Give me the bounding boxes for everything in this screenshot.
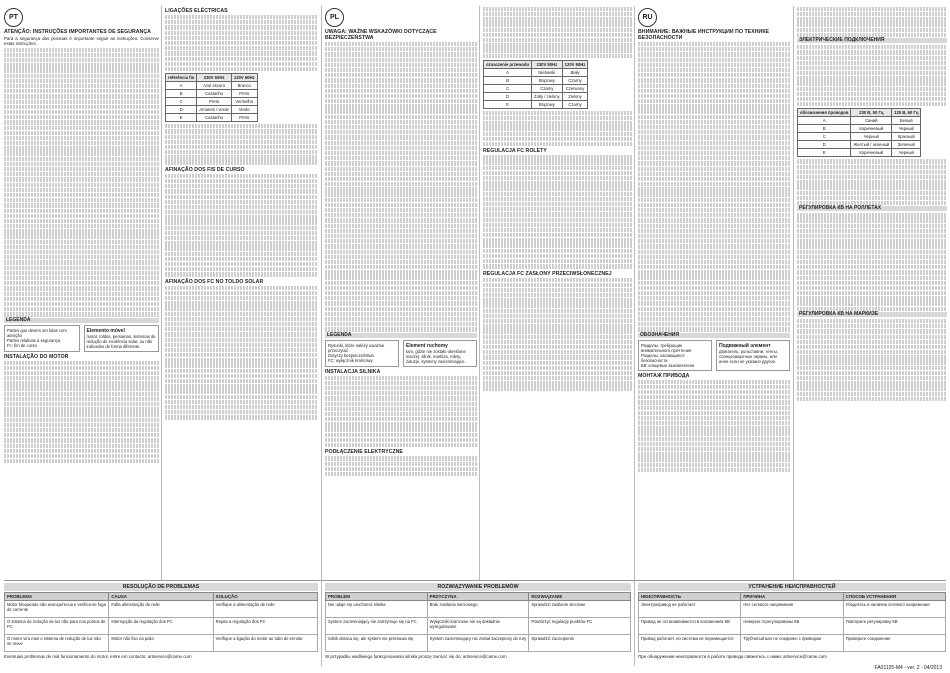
ru-limit-text — [797, 213, 947, 311]
pl-trouble-footer: W przypadku wadliwego funkcjonowania silnika proszę zwrócić się do: artservice@came.com — [325, 654, 507, 659]
table-cell: Castanho — [197, 114, 232, 122]
ru-troubleshooting — [638, 583, 946, 663]
table-row — [798, 133, 921, 141]
ru-awning-title: РЕГУЛИРОВКА КВ НА МАРКИЗЕ — [797, 312, 947, 317]
table-cell: Branco — [231, 82, 257, 90]
pt-legend-item: Partes que devem ser lidas com atenção — [7, 327, 67, 338]
table-cell: D — [484, 92, 532, 100]
ru-column-2 — [797, 6, 947, 576]
pt-safety-intro: Para a segurança das pessoas é importante seguir as instruções. Conserve estas instruções. — [4, 36, 159, 47]
pt-wire-table — [165, 73, 258, 122]
pl-column-2 — [483, 6, 632, 576]
table-header: PROBLEM — [326, 593, 428, 601]
pl-legend-title: LEGENDA — [325, 333, 477, 338]
table-cell: Motor não fixo na polia — [109, 635, 213, 652]
lang-badge-ru: RU — [638, 8, 657, 27]
pt-elemento-text: motor, toldos, persianas, sistemas de redução de incidência solar, ou não indicados de forma diferente. — [86, 333, 156, 349]
pt-limit-title: AFINAÇÃO DOS FIS DE CURSO — [165, 166, 245, 173]
pt-trouble-title: RESOLUÇÃO DE PROBLEMAS — [4, 583, 318, 591]
table-cell: O motor vira mas o sistema de redução de luz não se move — [5, 635, 109, 652]
table-row — [484, 92, 588, 100]
pl-electrical-text — [325, 456, 477, 476]
pl-electrical-notes-2 — [483, 111, 632, 146]
table-cell: System zaciemniający nie został zaczepiony do rury — [427, 635, 529, 652]
table-row — [166, 90, 258, 98]
table-cell: Красный — [892, 133, 921, 141]
pt-awning-title: AFINAÇÃO DOS FC NO TOLDO SOLAR — [165, 278, 264, 285]
table-cell: Коричневый — [851, 125, 892, 133]
pt-trouble-table — [4, 592, 318, 652]
table-cell: O sistema de redução de luz não para nos pontos de FC — [5, 618, 109, 635]
pl-limit-text — [483, 155, 632, 268]
table-row — [484, 68, 588, 76]
table-cell: Verde — [231, 106, 257, 114]
table-cell: Черный — [892, 149, 921, 157]
ru-intro-notes — [797, 7, 947, 37]
ru-legend-item: Разделы, требующие внимательного прочтения — [641, 342, 692, 353]
ru-legend-title: ОБОЗНАЧЕНИЯ — [638, 333, 790, 338]
pt-troubleshooting — [4, 583, 318, 663]
section-divider — [4, 580, 946, 581]
table-cell: Czarny — [562, 76, 588, 84]
ru-column-1 — [638, 6, 790, 576]
ru-elemento-box — [716, 340, 790, 371]
ru-safety-text — [638, 42, 790, 332]
table-row — [5, 601, 318, 618]
table-header: referência fio — [166, 74, 197, 82]
table-cell: Белый — [892, 117, 921, 125]
table-cell: Желтый / зеленый — [851, 141, 892, 149]
table-cell: System zaciemniający nie zatrzymuje się na FC — [326, 618, 428, 635]
pl-safety-title: UWAGA: WAŻNE WSKAZÓWKI DOTYCZĄCE BEZPIECZEŃSTWA — [325, 29, 437, 41]
table-header: 230V 50Hz — [197, 74, 232, 82]
table-row — [484, 100, 588, 108]
column-divider — [479, 6, 480, 581]
ru-trouble-footer: При обнаружении неисправности в работе привода свяжитесь с нами: artservice@came.com — [638, 654, 827, 659]
pt-electrical-text — [165, 15, 318, 71]
table-cell: Verifique a ligação do motor ao tubo de enrolar — [213, 635, 317, 652]
ru-elemento-text: двигатель, рольставни, тенты, солнцезащитные экраны, или иное если не указано другое. — [719, 348, 778, 364]
pt-legend-title: LEGENDA — [4, 318, 159, 323]
table-cell: A — [798, 117, 851, 125]
table-cell: Niebieski — [532, 68, 563, 76]
table-cell: Zielony — [562, 92, 588, 100]
table-cell: B — [484, 76, 532, 84]
table-header: СПОСОБ УСТРАНЕНИЯ — [843, 593, 945, 601]
table-cell: Interrupção da regulação dos FC — [109, 618, 213, 635]
ru-install-text — [638, 380, 790, 472]
table-cell: Убедитесь в наличии сетевого напряжения — [843, 601, 945, 618]
pl-limit-title: REGULACJA FC ROLETY — [483, 148, 547, 155]
pt-column-2 — [165, 6, 318, 576]
pl-legend-item: Dotyczy bezpieczeństwa — [328, 352, 374, 358]
table-cell: Повторите регулировку КВ — [843, 618, 945, 635]
table-cell: Привод работает, но система не перемещается — [639, 635, 741, 652]
pl-legend — [325, 340, 477, 367]
table-cell: Verifique a alimentação de rede — [213, 601, 317, 618]
ru-legend-item: КВ: концевые выключатели — [641, 362, 695, 368]
pl-safety-text — [325, 42, 477, 332]
pt-electrical-title: LIGAÇÕES ELÉCTRICAS — [165, 8, 228, 14]
pl-install-title: INSTALACJA SILNIKA — [325, 368, 381, 375]
pt-elemento-title: Elemento móvel — [86, 327, 125, 334]
pt-body-text — [4, 48, 159, 317]
table-header: PROBLEMA — [5, 593, 109, 601]
ru-elemento-title: Подвижный элемент — [719, 342, 771, 349]
table-cell: Amarelo / verde — [197, 106, 232, 114]
table-row — [484, 76, 588, 84]
column-divider — [321, 6, 322, 666]
table-cell: Привод не останавливается в положениях КВ — [639, 618, 741, 635]
table-cell: Синий — [851, 117, 892, 125]
pt-legend-item: Fc: fim de curso — [7, 342, 37, 348]
pt-install-text — [4, 361, 159, 464]
table-row — [166, 82, 258, 90]
pt-electrical-notes — [165, 124, 318, 165]
table-row — [639, 635, 946, 652]
table-cell: E — [484, 100, 532, 108]
table-row — [5, 635, 318, 652]
pl-electrical-notes — [483, 7, 632, 58]
table-cell: Powtórzyć regulację punktów FC — [529, 618, 631, 635]
table-cell: Трубчатый вал не соединен с приводом — [741, 635, 843, 652]
ru-electrical-notes — [797, 159, 947, 205]
table-header: НЕИСПРАВНОСТЬ — [639, 593, 741, 601]
table-cell: Nie udaje się uruchomić silnika — [326, 601, 428, 618]
table-header: CAUSA — [109, 593, 213, 601]
pl-elemento-title: Element ruchomy — [406, 342, 448, 349]
lang-badge-pl: PL — [325, 8, 344, 27]
table-row — [798, 149, 921, 157]
table-row — [166, 106, 258, 114]
ru-wire-table — [797, 108, 921, 157]
table-cell: Черный — [892, 125, 921, 133]
table-cell: Зеленый — [892, 141, 921, 149]
table-cell: D — [166, 106, 197, 114]
table-header: обозначения проводов — [798, 109, 851, 117]
pl-legend-item: Rysunki, które należy uważnie przeczytać — [328, 342, 385, 353]
ru-legend — [638, 340, 790, 371]
pt-safety-title: ATENÇÃO: INSTRUÇÕES IMPORTANTES DE SEGURANÇA — [4, 29, 151, 35]
table-header: ROZWIĄZANIE — [529, 593, 631, 601]
table-header: oznaczenie przewodu — [484, 60, 532, 68]
table-header: SOLUÇÃO — [213, 593, 317, 601]
ru-install-title: МОНТАЖ ПРИВОДА — [638, 372, 690, 379]
pt-legend-list — [4, 325, 80, 352]
table-cell: Brązowy — [532, 76, 563, 84]
table-row — [798, 117, 921, 125]
table-cell: Preto — [231, 114, 257, 122]
table-header: 120V 60Hz — [231, 74, 257, 82]
table-cell: Электропривод не работает — [639, 601, 741, 618]
table-cell: A — [166, 82, 197, 90]
table-row — [639, 601, 946, 618]
table-row — [639, 618, 946, 635]
table-cell: Preto — [231, 90, 257, 98]
table-cell: Нет сетевого напряжения — [741, 601, 843, 618]
table-cell: C — [166, 98, 197, 106]
lang-badge-pt: PT — [4, 8, 23, 27]
ru-limit-title: РЕГУЛИРОВКА КВ НА РОЛЛЕТАХ — [797, 206, 947, 211]
pt-legend-item: Partes relativas à segurança — [7, 337, 61, 343]
table-cell: Vermelho — [231, 98, 257, 106]
table-cell: Azul escuro — [197, 82, 232, 90]
table-cell: B — [166, 90, 197, 98]
table-cell: Czarny — [562, 100, 588, 108]
ru-safety-title: ВНИМАНИЕ: ВАЖНЫЕ ИНСТРУКЦИИ ПО ТЕХНИКЕ БЕЗОПАСНОСТИ — [638, 29, 770, 41]
pt-trouble-footer: Eventuais problemas de mal funcionamento do motor, entre em contacto: artservice@came.com — [4, 654, 192, 659]
table-cell: D — [798, 141, 851, 149]
pl-install-text — [325, 376, 477, 448]
table-cell: A — [484, 68, 532, 76]
pt-elemento-box — [84, 325, 160, 352]
ru-electrical-title: ЭЛЕКТРИЧЕСКИЕ ПОДКЛЮЧЕНИЯ — [797, 38, 947, 43]
pt-column-1 — [4, 6, 159, 586]
table-cell: Черный — [851, 133, 892, 141]
table-header: PRZYCZYNA — [427, 593, 529, 601]
pl-electrical-title: PODŁĄCZENIE ELEKTRYCZNE — [325, 449, 403, 456]
table-cell: E — [166, 114, 197, 122]
column-divider — [634, 6, 635, 666]
pl-elemento-text: tam, gdzie nie zostało określone inaczej: silnik, markiza, rolety, żaluzje, systemy zaciemniające. — [406, 348, 466, 364]
pl-column-1 — [325, 6, 477, 576]
table-cell: E — [798, 149, 851, 157]
pl-trouble-title: ROZWIĄZYWANIE PROBLEMÓW — [325, 583, 631, 591]
pl-troubleshooting — [325, 583, 631, 663]
pt-legend — [4, 325, 159, 352]
table-cell: Brak zasilania sieciowego — [427, 601, 529, 618]
table-cell: Неверно отрегулированы КВ — [741, 618, 843, 635]
table-cell: Motor bloqueado não avança/recua e verifica-se fuga de corrente — [5, 601, 109, 618]
pl-trouble-table — [325, 592, 631, 652]
table-cell: Коричневый — [851, 149, 892, 157]
table-cell: Żółty / zielony — [532, 92, 563, 100]
pt-awning-text — [165, 286, 318, 420]
pl-wire-table — [483, 60, 588, 109]
table-header: 120V 60Hz — [562, 60, 588, 68]
pl-awning-title: REGULACJA FC ZASŁONY PRZECIWSŁONECZNEJ — [483, 270, 612, 277]
document-reference: FA01125-M4 - ver. 2 - 04/2013 — [874, 665, 942, 671]
table-header: ПРИЧИНА — [741, 593, 843, 601]
pl-legend-item: FC: wyłącznik krańcowy — [328, 357, 373, 363]
table-cell: Silnik obraca się, ale system nie przesuwa się — [326, 635, 428, 652]
table-row — [798, 125, 921, 133]
column-divider — [161, 6, 162, 581]
table-cell: Brązowy — [532, 100, 563, 108]
table-cell: B — [798, 125, 851, 133]
table-row — [484, 84, 588, 92]
table-cell: Biały — [562, 68, 588, 76]
table-row — [798, 141, 921, 149]
ru-awning-text — [797, 319, 947, 401]
table-row — [326, 601, 631, 618]
table-cell: C — [798, 133, 851, 141]
table-row — [166, 114, 258, 122]
pt-install-title: INSTALAÇÃO DO MOTOR — [4, 353, 69, 360]
table-header: 230V 50Hz — [532, 60, 563, 68]
ru-legend-item: Разделы, касающиеся безопасности — [641, 352, 685, 363]
table-row — [326, 618, 631, 635]
pl-awning-text — [483, 278, 632, 391]
table-cell: C — [484, 84, 532, 92]
table-cell: Wyłączniki krańcowe nie są dokładnie wyregulowane — [427, 618, 529, 635]
table-cell: Sprawdzić zasilanie sieciowe — [529, 601, 631, 618]
table-row — [166, 98, 258, 106]
table-cell: Falta alimentação de rede — [109, 601, 213, 618]
pl-legend-list — [325, 340, 399, 367]
pt-limit-text — [165, 174, 318, 277]
table-cell: Czarny — [532, 84, 563, 92]
table-cell: Проверьте соединение — [843, 635, 945, 652]
table-row — [326, 635, 631, 652]
ru-legend-list — [638, 340, 712, 371]
ru-trouble-table — [638, 592, 946, 652]
pl-elemento-box — [403, 340, 477, 367]
column-divider — [793, 6, 794, 581]
table-cell: Preto — [197, 98, 232, 106]
ru-trouble-title: УСТРАНЕНИЕ НЕИСПРАВНОСТЕЙ — [638, 583, 946, 591]
table-cell: Repita a regulação dos FC — [213, 618, 317, 635]
ru-electrical-text — [797, 45, 947, 106]
table-cell: Sprawdzić zaczepienie — [529, 635, 631, 652]
table-header: 120 В, 60 Гц — [892, 109, 921, 117]
table-cell: Czerwony — [562, 84, 588, 92]
table-row — [5, 618, 318, 635]
table-header: 230 В, 50 Гц — [851, 109, 892, 117]
table-cell: Castanho — [197, 90, 232, 98]
